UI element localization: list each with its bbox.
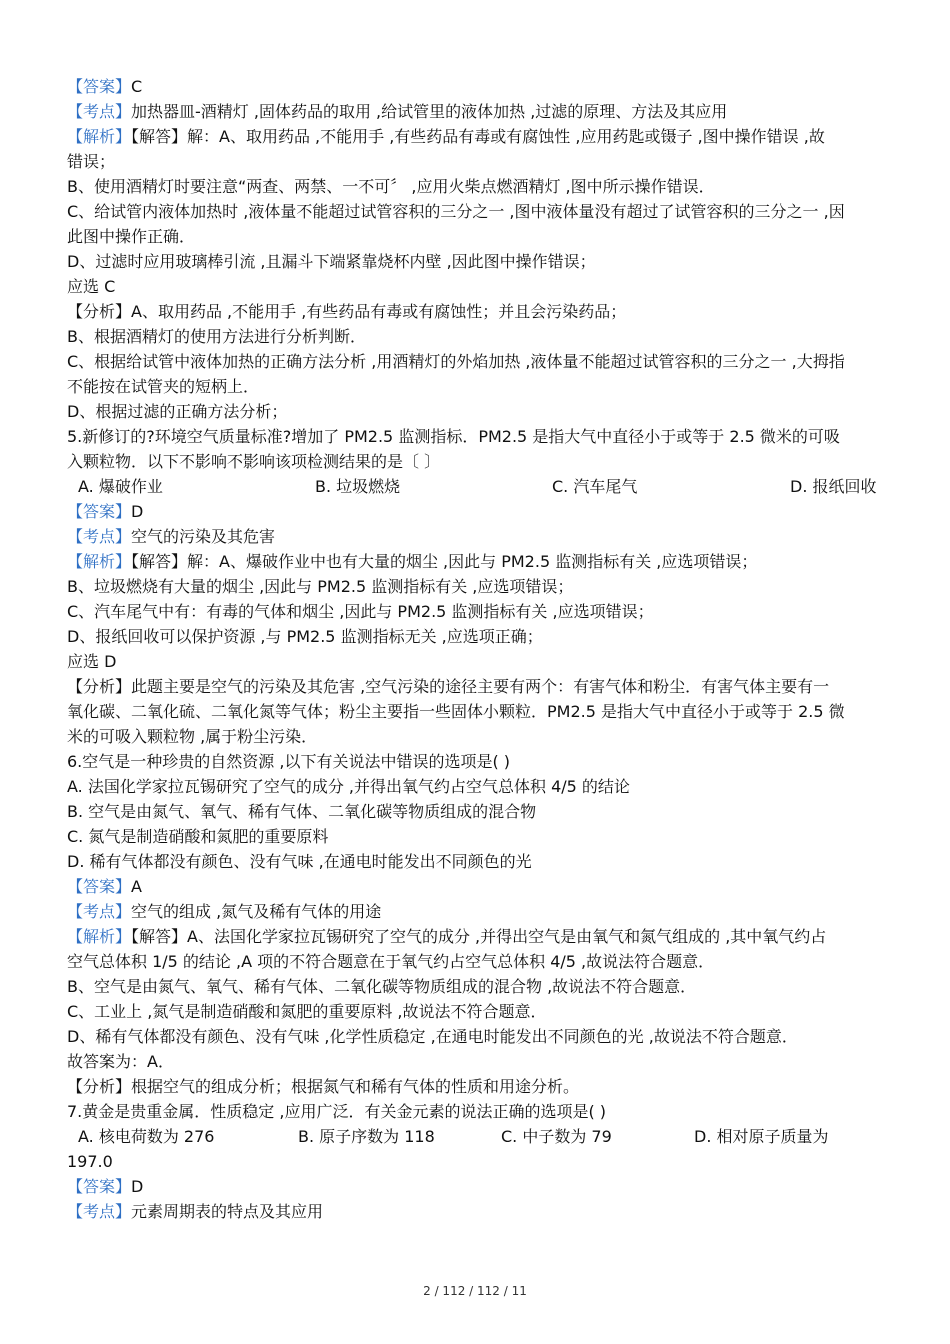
point-tag: 【考点】 [67, 527, 132, 546]
q7-option-d-wrap: 197.0 [67, 1152, 113, 1171]
q5-analysis-first-line [67, 549, 887, 574]
q5-analysis-line: D、报纸回收可以保护资源 ,与 PM2.5 监测指标无关 ,应选项正确； [67, 627, 543, 646]
q5-analysis-line: 应选 D [67, 652, 117, 671]
q6-option-b: B. 空气是由氮气、氧气、稀有气体、二氧化碳等物质组成的混合物 [67, 802, 537, 821]
answer-tag: 【答案】 [67, 1177, 132, 1196]
q6-analysis-line: 【分析】根据空气的组成分析；根据氮气和稀有气体的性质和用途分析。 [67, 1077, 580, 1096]
q5-answer-line [67, 499, 887, 524]
q4-analysis-line: 不能按在试管夹的短柄上． [67, 377, 260, 396]
answer-value: D [131, 502, 144, 521]
q4-answer-line [67, 74, 887, 99]
answer-value: D [131, 1177, 144, 1196]
q6-analysis-line: 故答案为：A． [67, 1052, 174, 1071]
q5-analysis-line: B、垃圾燃烧有大量的烟尘 ,因此与 PM2.5 监测指标有关 ,应选项错误； [67, 577, 574, 596]
answer-tag: 【答案】 [67, 77, 132, 96]
q7-stem-line: 7.黄金是贵重金属．性质稳定 ,应用广泛．有关金元素的说法正确的选项是( ) [67, 1102, 607, 1121]
q7-option-c: C. 中子数为 79 [501, 1127, 612, 1146]
q4-analysis-first-line [67, 124, 887, 149]
q4-point-line [67, 99, 887, 124]
q5-option-b: B. 垃圾燃烧 [315, 477, 401, 496]
analysis-tag: 【解析】 [67, 127, 132, 146]
analysis-tag: 【解析】 [67, 927, 132, 946]
analysis-text: 【解答】A、法国化学家拉瓦锡研究了空气的成分 ,并得出空气是由氧气和氮气组成的 ,其中氧气约占 [131, 927, 827, 946]
point-text: 加热器皿-酒精灯 ,固体药品的取用 ,给试管里的液体加热 ,过滤的原理、方法及其应用 [131, 102, 728, 121]
analysis-text: 【解答】解：A、爆破作业中也有大量的烟尘 ,因此与 PM2.5 监测指标有关 ,应选项错误； [131, 552, 758, 571]
q6-answer-line [67, 874, 887, 899]
q6-stem-line: 6.空气是一种珍贵的自然资源 ,以下有关说法中错误的选项是( ) [67, 752, 511, 771]
q7-option-a: A. 核电荷数为 276 [78, 1127, 215, 1146]
q4-analysis-line: 错误； [67, 152, 116, 171]
point-text: 元素周期表的特点及其应用 [131, 1202, 324, 1221]
q6-analysis-line: C、工业上 ,氮气是制造硝酸和氮肥的重要原料 ,故说法不符合题意． [67, 1002, 547, 1021]
q5-point-line [67, 524, 887, 549]
q7-option-b: B. 原子序数为 118 [298, 1127, 435, 1146]
q5-stem-line: 入颗粒物．以下不影响不影响该项检测结果的是〔 〕 [67, 452, 441, 471]
q6-analysis-first-line [67, 924, 887, 949]
q6-option-c: C. 氮气是制造硝酸和氮肥的重要原料 [67, 827, 329, 846]
q4-analysis-line: 应选 C [67, 277, 116, 296]
page-number: 2 / 112 / 112 / 11 [423, 1284, 527, 1298]
q6-option-a: A. 法国化学家拉瓦锡研究了空气的成分 ,并得出氧气约占空气总体积 4/5 的结论 [67, 777, 630, 796]
q4-analysis-line: B、根据酒精灯的使用方法进行分析判断． [67, 327, 366, 346]
point-text: 空气的污染及其危害 [131, 527, 276, 546]
q4-analysis-line: D、过滤时应用玻璃棒引流 ,且漏斗下端紧靠烧杯内壁 ,因此图中操作错误； [67, 252, 596, 271]
q6-option-d: D. 稀有气体都没有颜色、没有气味 ,在通电时能发出不同颜色的光 [67, 852, 532, 871]
q4-analysis-line: 【分析】A、取用药品 ,不能用手 ,有些药品有毒或有腐蚀性；并且会污染药品； [67, 302, 627, 321]
q6-analysis-line: B、空气是由氮气、氧气、稀有气体、二氧化碳等物质组成的混合物 ,故说法不符合题意． [67, 977, 697, 996]
q6-analysis-line: 空气总体积 1/5 的结论 ,A 项的不符合题意在于氧气约占空气总体积 4/5 ,故说法符合题意． [67, 952, 715, 971]
q4-analysis-line: B、使用酒精灯时要注意“两查、两禁、一不可〞 ,应用火柴点燃酒精灯 ,图中所示操作错误． [67, 177, 715, 196]
q5-option-c: C. 汽车尾气 [552, 477, 638, 496]
q4-analysis-line: 此图中操作正确． [67, 227, 196, 246]
point-text: 空气的组成 ,氮气及稀有气体的用途 [131, 902, 382, 921]
q5-analysis-line: 氧化碳、二氧化硫、二氧化氮等气体；粉尘主要指一些固体小颗粒．PM2.5 是指大气中直径小于或等于 2.5 微 [67, 702, 845, 721]
q6-analysis-line: D、稀有气体都没有颜色、没有气味 ,化学性质稳定 ,在通电时能发出不同颜色的光 ,故说法不符合题意． [67, 1027, 798, 1046]
q4-analysis-line: C、根据给试管中液体加热的正确方法分析 ,用酒精灯的外焰加热 ,液体量不能超过试管容积的三分之一 ,大拇指 [67, 352, 845, 371]
q6-point-line [67, 899, 887, 924]
point-tag: 【考点】 [67, 902, 132, 921]
answer-value: A [131, 877, 142, 896]
q5-option-d: D. 报纸回收 [790, 477, 877, 496]
answer-tag: 【答案】 [67, 877, 132, 896]
point-tag: 【考点】 [67, 102, 132, 121]
q7-option-d: D. 相对原子质量为 [694, 1127, 829, 1146]
point-tag: 【考点】 [67, 1202, 132, 1221]
q5-stem-line: 5.新修订的?环境空气质量标准?增加了 PM2.5 监测指标．PM2.5 是指大气中直径小于或等于 2.5 微米的可吸 [67, 427, 840, 446]
q4-analysis-line: C、给试管内液体加热时 ,液体量不能超过试管容积的三分之一 ,图中液体量没有超过了试管容积的三分之一 ,因 [67, 202, 845, 221]
q5-analysis-line: C、汽车尾气中有：有毒的气体和烟尘 ,因此与 PM2.5 监测指标有关 ,应选项错误； [67, 602, 654, 621]
answer-tag: 【答案】 [67, 502, 132, 521]
q5-option-a: A. 爆破作业 [78, 477, 163, 496]
q4-analysis-line: D、根据过滤的正确方法分析； [67, 402, 288, 421]
q5-analysis-line: 米的可吸入颗粒物 ,属于粉尘污染． [67, 727, 318, 746]
analysis-tag: 【解析】 [67, 552, 132, 571]
q7-point-line [67, 1199, 887, 1224]
answer-value: C [131, 77, 143, 96]
q7-answer-line [67, 1174, 887, 1199]
q5-analysis-line: 【分析】此题主要是空气的污染及其危害 ,空气污染的途径主要有两个：有害气体和粉尘．有害气体主要有一 [67, 677, 830, 696]
analysis-text: 【解答】解：A、取用药品 ,不能用手 ,有些药品有毒或有腐蚀性 ,应用药匙或镊子 ,图中操作错误 ,故 [131, 127, 825, 146]
